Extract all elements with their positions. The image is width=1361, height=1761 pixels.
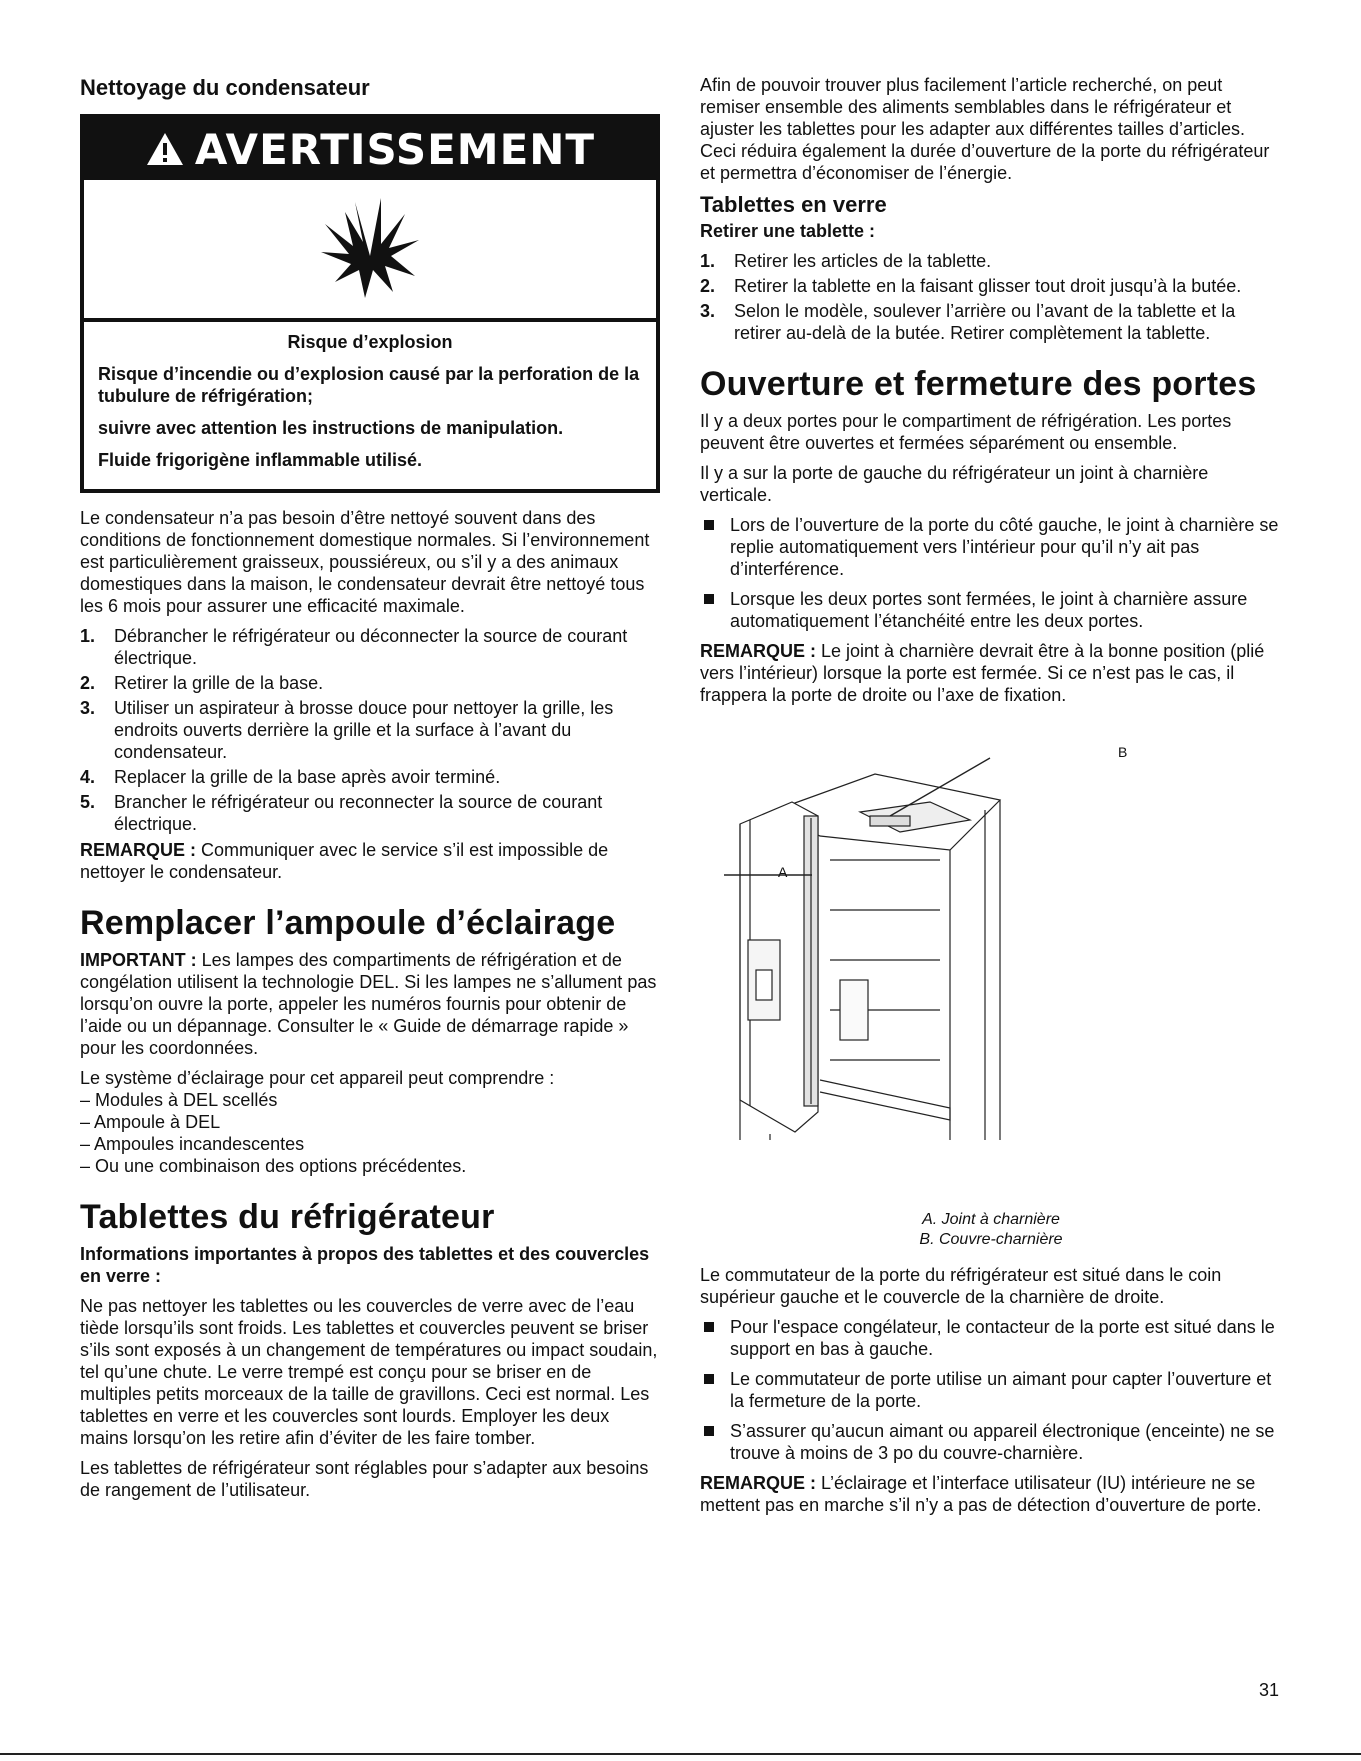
step-text: Brancher le réfrigérateur ou reconnecter la source de courant électrique. — [114, 792, 603, 834]
warning-body — [84, 322, 656, 489]
switch-note — [700, 1472, 1282, 1516]
lighting-option: – Ou une combinaison des options précédentes. — [80, 1156, 467, 1176]
bullet-text: Lors de l’ouverture de la porte du côté gauche, le joint à charnière se replie automatiquement vers l’intérieur pour qu’il n’y ait pas d’interférence. — [730, 515, 1279, 579]
bullet-square-icon — [704, 520, 714, 530]
explosion-pictogram — [84, 180, 656, 322]
step-text: Replacer la grille de la base après avoir terminé. — [114, 767, 501, 787]
shelves-paragraph: Les tablettes de réfrigérateur sont réglables pour s’adapter aux besoins de rangement de l’utilisateur. — [80, 1458, 649, 1500]
note-text: Le joint à charnière devrait être à la bonne position (plié vers l’intérieur) lorsque la porte est fermée. Si ce n’est pas le cas, il frappera la porte de droite ou l’axe de fixation. — [700, 641, 1265, 705]
warning-header — [84, 118, 656, 180]
condenser-steps — [80, 625, 660, 835]
step-number: 4. — [80, 767, 96, 787]
explosion-icon — [315, 194, 425, 304]
bullet-square-icon — [704, 1374, 714, 1384]
note-label: REMARQUE : — [700, 641, 816, 661]
bullet-text: Lorsque les deux portes sont fermées, le joint à charnière assure automatiquement l’étanchéité entre les deux portes. — [730, 589, 1248, 631]
doors-bullets — [700, 514, 1282, 632]
caption-a: A. Joint à charnière — [922, 1211, 1060, 1228]
step-number: 2. — [700, 276, 716, 296]
step-text: Selon le modèle, soulever l’arrière ou l’avant de la tablette et la retirer au-delà de la butée. Retirer complètement la tablette. — [734, 301, 1236, 343]
switch-paragraph: Le commutateur de la porte du réfrigérateur est situé dans le coin supérieur gauche et le couvercle de la charnière de droite. — [700, 1265, 1222, 1307]
warning-line: Fluide frigorigène inflammable utilisé. — [98, 450, 423, 470]
warning-hazard: Risque d’explosion — [287, 332, 453, 352]
list-item — [80, 766, 660, 788]
list-item — [700, 588, 1282, 632]
list-item — [700, 275, 1282, 297]
bottom-rule — [0, 1753, 1361, 1755]
step-number: 1. — [80, 626, 96, 646]
list-item — [700, 1420, 1282, 1464]
list-item — [700, 250, 1282, 272]
doors-paragraph: Il y a sur la porte de gauche du réfrigérateur un joint à charnière verticale. — [700, 463, 1209, 505]
list-item — [80, 672, 660, 694]
warning-triangle-icon — [145, 131, 185, 167]
note-text: L’éclairage et l’interface utilisateur (IU) intérieure ne se mettent pas en marche s’il n’y a pas de détection d’ouverture de porte. — [700, 1473, 1262, 1515]
warning-title: AVERTISSEMENT — [194, 124, 596, 174]
step-text: Utiliser un aspirateur à brosse douce pour nettoyer la grille, les endroits ouverts derrière la grille et la surface à l’avant du condensateur. — [114, 698, 614, 762]
important-text: Les lampes des compartiments de réfrigération et de congélation utilisent la technologie DEL. Si les lampes ne s’allument pas lorsqu’on ouvre la porte, appeler les numéros fournis pour obtenir de l’aide ou un dépannage. Consulter le « Guide de démarrage rapide » pour les coordonnées. — [80, 950, 657, 1058]
list-item — [700, 1316, 1282, 1360]
shelves-paragraph: Ne pas nettoyer les tablettes ou les couvercles de verre avec de l’eau tiède lorsqu’ils sont froids. Les tablettes et couvercles peuvent se briser s’ils sont exposés à un changement de températures ou impact soudain, tel qu’une chute. Le verre trempé est conçu pour se briser en de multiples petits morceaux de la taille de gravillons. Ceci est normal. Les tablettes en verre et les couvercles sont lourds. Employer les deux mains lorsqu’on les retire afin d’éviter de les faire tomber. — [80, 1296, 658, 1448]
bullet-square-icon — [704, 1322, 714, 1332]
list-item — [700, 300, 1282, 344]
doors-note — [700, 640, 1282, 706]
label-a: A — [778, 864, 788, 880]
step-number: 2. — [80, 673, 96, 693]
right-column — [700, 74, 1282, 1524]
important-label: IMPORTANT : — [80, 950, 197, 970]
condenser-intro: Le condensateur n’a pas besoin d’être nettoyé souvent dans des conditions de fonctionnement domestique normales. Si l’environnement est particulièrement graisseux, poussiéreux, ou s’il y a des animaux domestiques dans la maison, le condensateur devrait être nettoyé tous les 6 mois pour assurer une efficacité maximale. — [80, 508, 650, 616]
bullet-square-icon — [704, 1426, 714, 1436]
lighting-intro: Le système d’éclairage pour cet appareil peut comprendre : — [80, 1068, 555, 1088]
condenser-note — [80, 839, 660, 883]
note-label: REMARQUE : — [80, 840, 196, 860]
page-number: 31 — [1258, 1680, 1279, 1700]
door-hinge-figure — [700, 740, 1282, 1210]
step-number: 3. — [80, 698, 96, 718]
list-item — [80, 697, 660, 763]
shelves-subheading: Informations importantes à propos des tablettes et des couvercles en verre : — [80, 1244, 650, 1286]
warning-line: Risque d’incendie ou d’explosion causé par la perforation de la tubulure de réfrigération; — [98, 364, 640, 406]
remove-shelf-steps — [700, 250, 1282, 344]
doors-paragraph: Il y a deux portes pour le compartiment de réfrigération. Les portes peuvent être ouvertes et fermées séparément ou ensemble. — [700, 411, 1232, 453]
warning-line: suivre avec attention les instructions de manipulation. — [98, 418, 564, 438]
warning-box — [80, 114, 660, 493]
bulb-heading: Remplacer l’ampoule d’éclairage — [80, 904, 616, 942]
step-text: Retirer la tablette en la faisant glisser tout droit jusqu’à la butée. — [734, 276, 1242, 296]
bullet-text: Le commutateur de porte utilise un aimant pour capter l’ouverture et la fermeture de la porte. — [730, 1369, 1272, 1411]
step-text: Débrancher le réfrigérateur ou déconnecter la source de courant électrique. — [114, 626, 628, 668]
shelves-paragraph: Afin de pouvoir trouver plus facilement l’article recherché, on peut remiser ensemble des aliments semblables dans le réfrigérateur et ajuster les tablettes pour les adapter aux différentes tailles d’articles. Ceci réduira également la durée d’ouverture de la porte du réfrigérateur et permettra d’économiser de l’énergie. — [700, 75, 1270, 183]
list-item — [80, 791, 660, 835]
list-item — [700, 1368, 1282, 1412]
list-item — [80, 625, 660, 669]
list-item — [700, 514, 1282, 580]
figure-caption — [700, 1210, 1282, 1250]
lighting-option: – Ampoule à DEL — [80, 1112, 221, 1132]
step-text: Retirer les articles de la tablette. — [734, 251, 992, 271]
bullet-square-icon — [704, 594, 714, 604]
remove-shelf-heading: Retirer une tablette : — [700, 221, 876, 241]
doors-heading: Ouverture et fermeture des portes — [700, 365, 1257, 403]
step-number: 3. — [700, 301, 716, 321]
label-b: B — [1118, 744, 1128, 760]
bullet-text: Pour l'espace congélateur, le contacteur de la porte est situé dans le support en bas à gauche. — [730, 1317, 1275, 1359]
lighting-option: – Modules à DEL scellés — [80, 1090, 278, 1110]
bullet-text: S’assurer qu’aucun aimant ou appareil électronique (enceinte) ne se trouve à moins de 3 po du couvre-charnière. — [730, 1421, 1275, 1463]
step-number: 1. — [700, 251, 716, 271]
note-label: REMARQUE : — [700, 1473, 816, 1493]
shelves-heading: Tablettes du réfrigérateur — [80, 1198, 495, 1236]
step-number: 5. — [80, 792, 96, 812]
step-text: Retirer la grille de la base. — [114, 673, 324, 693]
left-column — [80, 74, 660, 1509]
condenser-heading: Nettoyage du condensateur — [80, 75, 370, 100]
glass-shelves-heading: Tablettes en verre — [700, 192, 887, 217]
refrigerator-door-illustration — [700, 740, 1282, 1210]
caption-b: B. Couvre-charnière — [919, 1231, 1063, 1248]
lighting-option: – Ampoules incandescentes — [80, 1134, 305, 1154]
bulb-important — [80, 949, 660, 1059]
switch-bullets — [700, 1316, 1282, 1464]
note-text: Communiquer avec le service s’il est impossible de nettoyer le condensateur. — [80, 840, 609, 882]
